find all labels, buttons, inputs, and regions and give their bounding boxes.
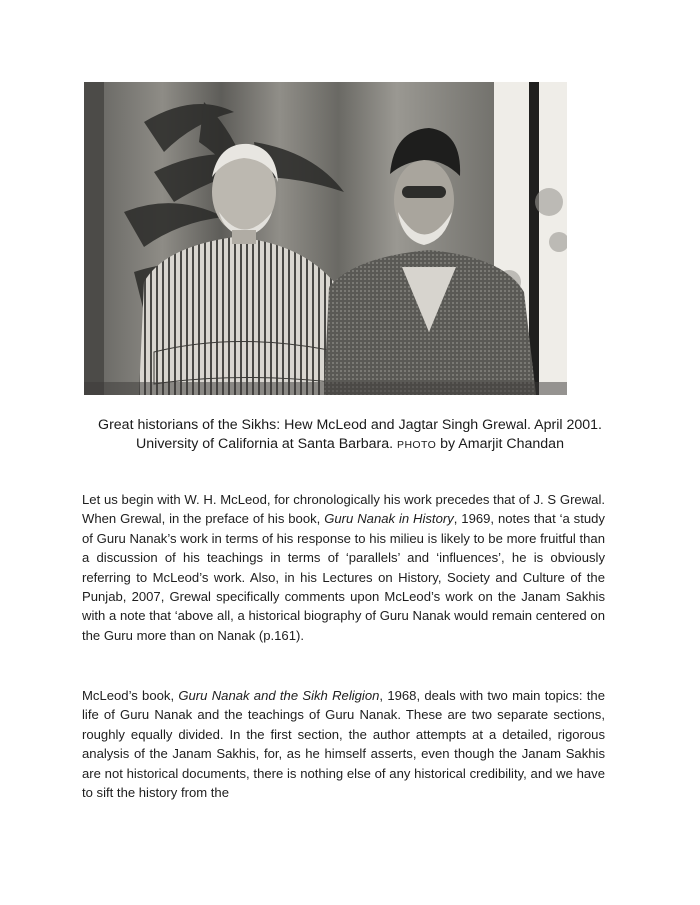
paragraph-text: , 1969, notes that ‘a study of Guru Nanak’s work in terms of his response to his milieu is likely to be more fruitful than a discussion of his teachings in terms of ‘parallels’ and ‘influences’, he is obviously referring to McLeod’s work. Also, in his Lectures on History, Society and Culture of the Punjab, 2007, Grewal specifically comments upon McLeod’s work on the Janam Sakhis with a note that ‘above all, a historical biography of Guru Nanak would remain centered on the Guru more than on Nanak (p.161). <box>82 511 605 643</box>
photo-caption <box>40 416 660 455</box>
paragraph-text: Let us begin with W. H. McLeod, for chronologically his work precedes that of J. S Grewal. When Grewal, in the preface of his book, <box>82 492 605 527</box>
caption-line-2 <box>40 435 660 455</box>
book-title: Guru Nanak in History <box>324 511 454 527</box>
photo-image <box>84 82 567 395</box>
body-paragraph-1 <box>82 490 605 645</box>
photo <box>84 82 567 395</box>
caption-credit: by Amarjit Chandan <box>436 436 564 452</box>
body-paragraph-2 <box>82 686 605 802</box>
caption-photo-label: PHOTO <box>397 439 437 451</box>
caption-location: University of California at Santa Barbara. <box>136 436 398 452</box>
paragraph-text: , 1968, deals with two main topics: the life of Guru Nanak and the teachings of Guru Nanak. These are two separate sections, roughly equally divided. In the first section, the author attempts at a detailed, rigorous analysis of the Janam Sakhis, for, as he himself asserts, even though the Janam Sakhis are not historical documents, there is nothing else of any historical credibility, and we have to sift the history from the <box>82 688 605 801</box>
caption-line-1: Great historians of the Sikhs: Hew McLeod and Jagtar Singh Grewal. April 2001. <box>98 417 602 433</box>
paragraph-text: McLeod’s book, <box>82 688 179 703</box>
book-title: Guru Nanak and the Sikh Religion <box>178 688 380 703</box>
